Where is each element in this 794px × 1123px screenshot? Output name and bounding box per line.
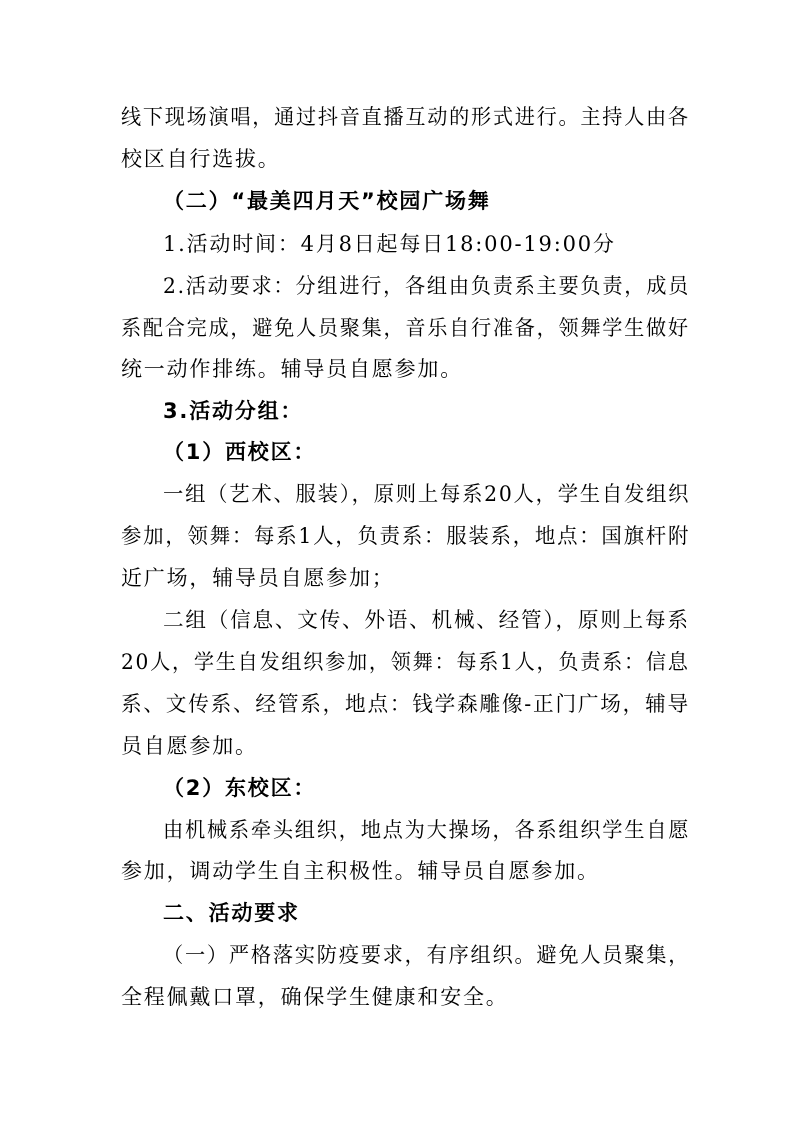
body-text-line: 近广场，辅导员自愿参加；	[121, 566, 395, 590]
body-text-line: （一）严格落实防疫要求，有序组织。避免人员聚集，	[163, 943, 691, 967]
body-text-line: 参加，调动学生自主积极性。辅导员自愿参加。	[121, 859, 600, 883]
body-text-line: 线下现场演唱，通过抖音直播互动的形式进行。主持人由各	[121, 105, 690, 129]
body-text-line: 1.活动时间：4月8日起每日18:00-19:00分	[163, 232, 616, 256]
subsection-heading: （1）西校区：	[163, 440, 317, 464]
section-heading: 二、活动要求	[163, 901, 300, 925]
body-text-line: 二组（信息、文传、外语、机械、经管），原则上每系	[163, 608, 690, 632]
body-text-line: 一组（艺术、服装），原则上每系20人，学生自发组织	[163, 482, 691, 506]
body-text-line: 2.活动要求：分组进行，各组由负责系主要负责，成员	[163, 274, 691, 298]
body-text-line: 统一动作排练。辅导员自愿参加。	[121, 357, 463, 381]
body-text-line: 由机械系牵头组织，地点为大操场，各系组织学生自愿	[163, 818, 691, 842]
body-text-line: 员自愿参加。	[121, 734, 258, 758]
body-text-line: 系配合完成，避免人员聚集，音乐自行准备，领舞学生做好	[121, 316, 690, 340]
body-text-line: 校区自行选拔。	[121, 147, 281, 171]
body-text-line: 全程佩戴口罩，确保学生健康和安全。	[121, 985, 509, 1009]
section-heading: （二）“最美四月天”校园广场舞	[163, 189, 491, 213]
body-text-line: 20人，学生自发组织参加，领舞：每系1人，负责系：信息	[121, 650, 690, 674]
subsection-heading: （2）东校区：	[163, 776, 317, 800]
body-text-line: 参加，领舞：每系1人，负责系：服装系，地点：国旗杆附	[121, 524, 691, 548]
subsection-heading: 3.活动分组：	[163, 399, 304, 423]
body-text-line: 系、文传系、经管系，地点：钱学森雕像-正门广场，辅导	[121, 692, 690, 716]
